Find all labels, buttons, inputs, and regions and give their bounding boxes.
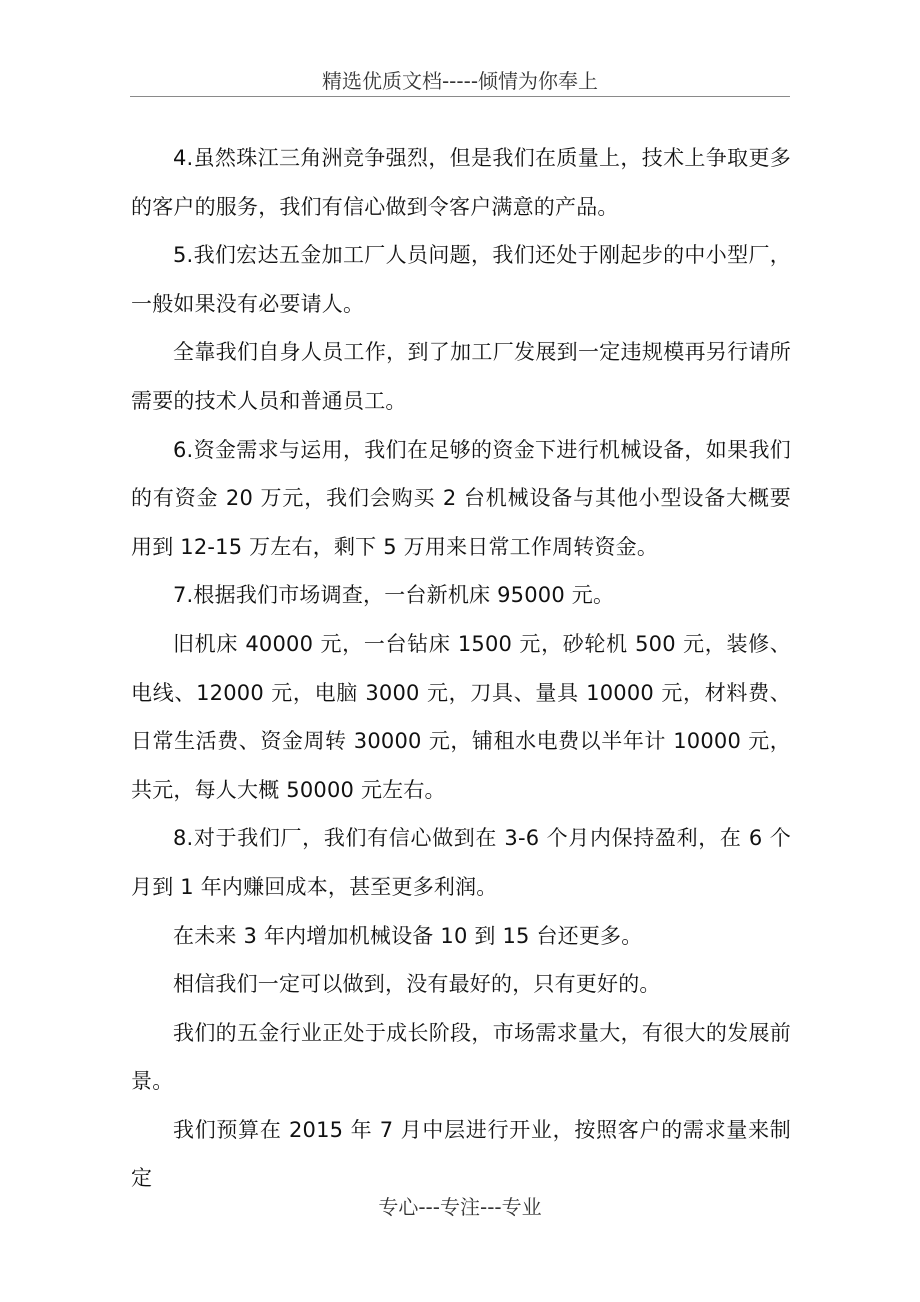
page-header: 精选优质文档-----倾情为你奉上 — [321, 69, 599, 93]
paragraph-6: 6.资金需求与运用，我们在足够的资金下进行机械设备，如果我们的有资金 20 万元，我们会购买 2 台机械设备与其他小型设备大概要用到 12-15 万左右，剩下 5 万用来日常工作周转资金。 — [131, 437, 791, 559]
paragraph-7: 7.根据我们市场调查，一台新机床 95000 元。 — [173, 583, 615, 608]
paragraph-expansion: 在未来 3 年内增加机械设备 10 到 15 台还更多。 — [173, 923, 643, 948]
paragraph-industry: 我们的五金行业正处于成长阶段，市场需求量大，有很大的发展前景。 — [131, 1020, 791, 1094]
paragraph-confidence: 相信我们一定可以做到，没有最好的，只有更好的。 — [173, 972, 661, 997]
document-body — [131, 134, 791, 1203]
paragraph-opening: 我们预算在 2015 年 7 月中层进行开业，按照客户的需求量来制定 — [131, 1117, 791, 1191]
page-footer: 专心---专注---专业 — [378, 1195, 542, 1219]
paragraph-8: 8.对于我们厂，我们有信心做到在 3-6 个月内保持盈利，在 6 个月到 1 年内赚回成本，甚至更多利润。 — [131, 826, 791, 899]
paragraph-staffing: 全靠我们自身人员工作，到了加工厂发展到一定违规模再另行请所需要的技术人员和普通员工。 — [131, 340, 791, 413]
paragraph-costs: 旧机床 40000 元，一台钻床 1500 元，砂轮机 500 元，装修、电线、12000 元，电脑 3000 元，刀具、量具 10000 元，材料费、日常生活费、资金周转 30000 元，铺租水电费以半年计 10000 元，共元，每人大概 50000 元左右。 — [131, 631, 791, 802]
header-divider — [130, 96, 790, 97]
paragraph-5: 5.我们宏达五金加工厂人员问题，我们还处于刚起步的中小型厂，一般如果没有必要请人。 — [131, 243, 791, 316]
paragraph-4: 4.虽然珠江三角洲竞争强烈，但是我们在质量上，技术上争取更多的客户的服务，我们有信心做到令客户满意的产品。 — [131, 146, 791, 219]
